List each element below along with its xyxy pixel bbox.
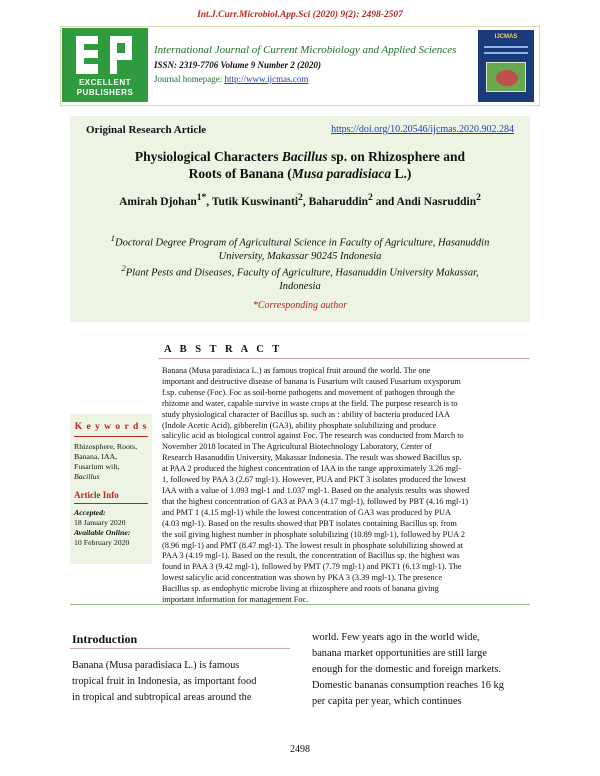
author-affil-mark: 2 — [368, 192, 373, 203]
abstract-line: that the highest concentration of GA3 at PAA 3 (4.17 mgl-1), followed by PBT (4.16 mgl-1) — [162, 496, 469, 506]
title-text: Roots of Banana ( — [188, 166, 292, 181]
logo-e-glyph — [76, 36, 98, 74]
article-info — [74, 508, 152, 548]
section-divider — [70, 604, 530, 605]
keywords-rule — [74, 436, 148, 437]
abstract-line: (8.96 mgl-1) and PMT (8.47 mgl-1). The lowest result in phosphate solubilizing showed at — [162, 540, 464, 550]
author-separator: , — [206, 195, 212, 208]
author-separator: , — [302, 195, 309, 208]
cover-line — [484, 52, 528, 54]
abstract-line: 1, followed by PAA 3 (2.67 mgl-1). However, PUA and PKT 3 isolates produced the lowest — [162, 475, 467, 485]
abstract-line: IAA with a value of 1.093 mgl-1 and 1.037 mgl-1. Based on the analysis results was showed — [162, 485, 470, 495]
keywords-list — [74, 442, 152, 482]
title-italic: Bacillus — [281, 149, 328, 164]
issn-line: ISSN: 2319-7706 Volume 9 Number 2 (2020) — [154, 60, 322, 70]
journal-homepage — [154, 74, 308, 84]
online-label: Available Online: — [74, 528, 131, 537]
body-line: world. Few years ago in the world wide, — [312, 632, 480, 643]
abstract-line: rhizome and water, capable survive in waste crops at the field. The purpose research is to — [162, 398, 458, 408]
author-affil-mark: 2 — [476, 192, 481, 203]
homepage-label: Journal homepage: — [154, 74, 225, 84]
journal-name: International Journal of Current Microbiology and Applied Sciences — [154, 44, 457, 56]
abstract-line: Banana (Musa paradisiaca L.) as famous tropical fruit around the world. The one — [162, 366, 431, 375]
abstract-line: PAA 3 (4.19 mgl-1). Based on the result, the concentration of Bacillus sp. the highest was — [162, 551, 460, 561]
affiliation-text: Indonesia — [279, 280, 321, 292]
keyword-item: Fusarium wilt, — [74, 462, 120, 471]
author-affil-mark: 1* — [196, 192, 207, 203]
affiliation-text: Doctoral Degree Program of Agricultural Science in Faculty of Agriculture, Hasanuddin — [115, 237, 490, 249]
author-name: Amirah Djohan — [119, 195, 197, 208]
abstract-line: at PAA 2 produced the highest concentration of IAA in the range approximately 3.26 mgl- — [162, 464, 462, 474]
abstract-line: (Indole Acetic Acid), gibberelin (GA3), ability phosphate solubilizing and produce — [162, 420, 437, 430]
abstract-body — [162, 366, 530, 606]
author-list — [70, 192, 530, 208]
page-number: 2498 — [290, 744, 310, 755]
abstract-line: lowest salicylic acid concentration was shown by PKA 3 (3.39 mgl-1). The presence — [162, 573, 443, 583]
logo-text-2: PUBLISHERS — [76, 88, 134, 97]
author-name: Andi Nasruddin — [396, 195, 477, 208]
title-text: L.) — [391, 166, 412, 181]
article-info-title: Article Info — [74, 490, 119, 500]
cover-label: IJCMAS — [494, 34, 518, 40]
journal-cover-image — [478, 30, 534, 102]
abstract-line: Research Hasanuddin University, Makassar Indonesia. The result was showed Bacillus sp. — [162, 453, 462, 463]
title-text: Physiological Characters — [134, 149, 282, 164]
introduction-right-column — [312, 630, 530, 710]
keyword-item: Rhizosphere, Roots, — [74, 442, 138, 451]
affiliation-mark: 2 — [121, 263, 126, 273]
affiliation-text: Plant Pests and Diseases, Faculty of Agriculture, Hasanuddin University Makassar, — [125, 267, 479, 279]
logo-p-glyph — [110, 36, 132, 74]
logo-text-1: EXCELLENT — [78, 78, 132, 87]
introduction-left-column — [72, 658, 290, 706]
abstract-rule — [158, 358, 530, 359]
running-head: Int.J.Curr.Microbiol.App.Sci (2020) 9(2): 2498-2507 — [197, 10, 403, 20]
abstract-line: the soil giving highest number in phosphate solubilizing (10.89 mgl-1), followed by PUA 2 — [162, 529, 466, 539]
accepted-date: 18 January 2020 — [74, 518, 126, 527]
author-name: Baharuddin — [308, 195, 369, 208]
affiliation-1 — [90, 232, 510, 263]
homepage-link[interactable]: http://www.ijcmas.com — [224, 74, 309, 84]
author-separator: and — [372, 195, 397, 208]
body-line: enough for the domestic and foreign markets. — [312, 664, 501, 675]
body-line: per capita per year, which continues — [312, 696, 462, 707]
introduction-rule — [70, 648, 290, 649]
publisher-logo — [62, 28, 148, 102]
abstract-line: important information for management Foc. — [162, 595, 309, 605]
abstract-line: important and destructive disease of banana is Fusarium wilt caused Fusarium oxysporum — [162, 376, 461, 386]
affiliation-mark: 1 — [110, 233, 115, 243]
cover-picture-detail — [496, 70, 518, 86]
article-title — [70, 148, 530, 182]
body-line: in tropical and subtropical areas around the — [72, 692, 252, 703]
body-line: Domestic bananas consumption reaches 16 kg — [312, 680, 504, 691]
body-line: banana market opportunities are still large — [312, 648, 487, 659]
keywords-title: K e y w o r d s — [74, 422, 148, 432]
corresponding-author: *Corresponding author — [252, 300, 348, 311]
abstract-heading: A B S T R A C T — [164, 344, 283, 355]
abstract-line: found in PAA 3 (9.42 mgl-1), followed by PMT (7.79 mgl-1) and PKT1 (6.13 mgl-1). The — [162, 562, 462, 572]
title-italic: Musa paradisiaca — [291, 166, 392, 181]
abstract-line: salicylic acid as biological control against Foc. The research was conducted from March to — [162, 431, 464, 441]
article-info-rule — [74, 503, 148, 504]
keyword-item: Bacillus — [74, 472, 100, 481]
author-affil-mark: 2 — [298, 192, 303, 203]
introduction-heading: Introduction — [72, 632, 138, 646]
cover-line — [484, 46, 528, 48]
doi-link[interactable]: https://doi.org/10.20546/ijcmas.2020.902.284 — [331, 124, 514, 135]
affiliation-2 — [90, 262, 510, 293]
abstract-line: Bacillus sp. as endophytic microbe living at rhizosphere and roots of banana giving — [162, 584, 439, 594]
abstract-line: f.sp. cubense (Foc). Foc as soil-borne pathogens and movement of pathogen through the — [162, 387, 455, 397]
abstract-line: and PMT 1 (4.15 mgl-1) while the lowest concentration of GA3 was produced by PUA — [162, 507, 452, 517]
affiliation-text: University, Makassar 90245 Indonesia — [218, 250, 382, 262]
online-date: 10 February 2020 — [74, 538, 130, 547]
author-name: Tutik Kuswinanti — [211, 195, 299, 208]
body-line: Banana (Musa paradisiaca L.) is famous — [72, 660, 240, 671]
abstract-line: study physiological character of Bacillus sp. such as : ability of bacteria produced IAA — [162, 409, 451, 419]
keyword-item: Banana, IAA, — [74, 452, 118, 461]
abstract-line: (4.03 mgl-1). Based on the results showed that PBT isolates containing Bacillus sp. from — [162, 518, 457, 528]
abstract-line: November 2018 located in The Agricultural Biotechnology Laboratory, Center of — [162, 442, 432, 452]
article-type: Original Research Article — [86, 124, 207, 136]
body-line: tropical fruit in Indonesia, as important food — [72, 676, 257, 687]
title-text: sp. on Rhizosphere and — [327, 149, 466, 164]
accepted-label: Accepted: — [74, 508, 106, 517]
